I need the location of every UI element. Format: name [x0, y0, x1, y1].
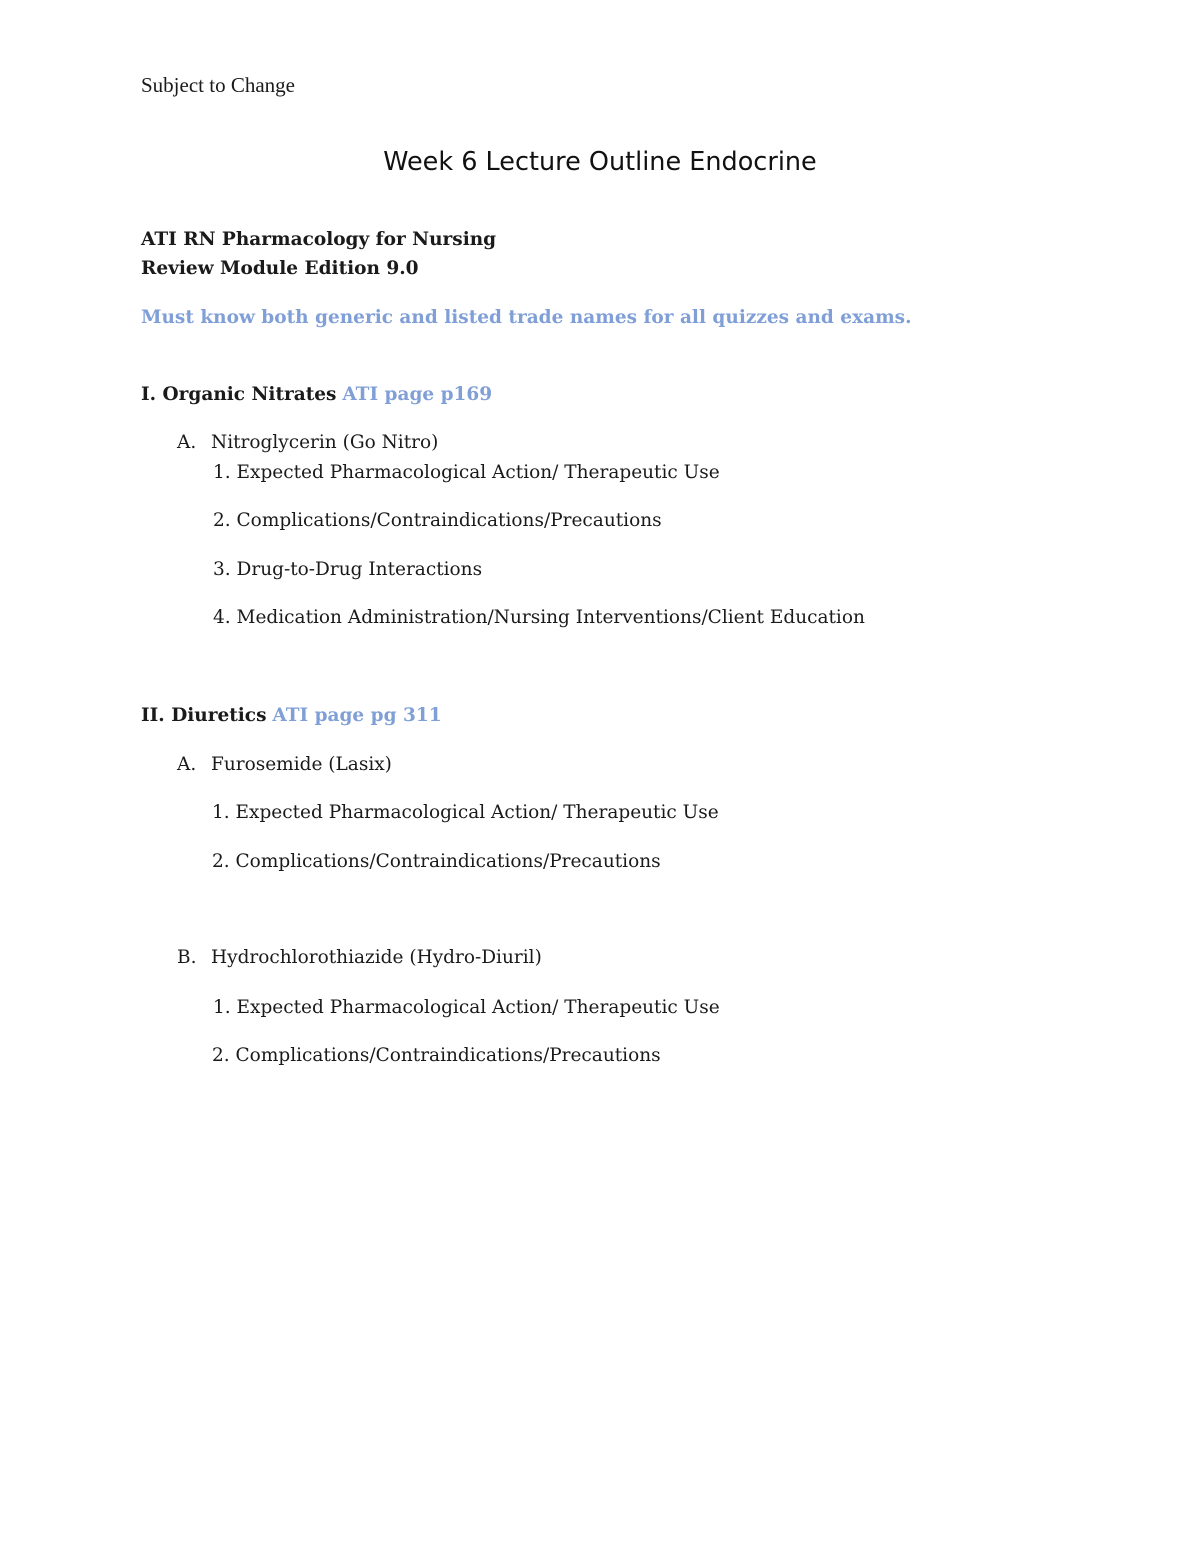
- drug-name: Furosemide (Lasix): [211, 754, 392, 775]
- outline-item: 1. Expected Pharmacological Action/ Therapeutic Use: [213, 997, 720, 1018]
- notice-text: Must know both generic and listed trade names for all quizzes and exams.: [141, 307, 912, 328]
- drug-entry: [177, 946, 542, 970]
- outline-item: 1. Expected Pharmacological Action/ Therapeutic Use: [212, 802, 719, 823]
- drug-entry: [177, 431, 438, 455]
- outline-item: 3. Drug-to-Drug Interactions: [213, 559, 483, 580]
- section-title: I. Organic Nitrates: [141, 384, 337, 405]
- drug-marker: A.: [177, 754, 197, 775]
- drug-name: Hydrochlorothiazide (Hydro-Diuril): [211, 947, 542, 968]
- header-note: Subject to Change: [141, 73, 295, 97]
- outline-item: 2. Complications/Contraindications/Precautions: [212, 1045, 661, 1066]
- section-page-ref: ATI page pg 311: [272, 705, 442, 726]
- outline-item: 1. Expected Pharmacological Action/ Therapeutic Use: [213, 462, 720, 483]
- reference-line-1: ATI RN Pharmacology for Nursing: [141, 229, 497, 250]
- section-heading: [141, 704, 442, 728]
- reference-line-2: Review Module Edition 9.0: [141, 258, 419, 279]
- outline-item: 2. Complications/Contraindications/Precautions: [212, 851, 661, 872]
- drug-entry: [177, 753, 392, 777]
- drug-marker: B.: [177, 947, 197, 968]
- section-heading: [141, 383, 492, 407]
- drug-marker: A.: [177, 432, 197, 453]
- outline-item: 4. Medication Administration/Nursing Interventions/Client Education: [213, 607, 865, 628]
- section-page-ref: ATI page p169: [342, 384, 493, 405]
- drug-name: Nitroglycerin (Go Nitro): [211, 432, 439, 453]
- document-title: Week 6 Lecture Outline Endocrine: [383, 147, 817, 177]
- outline-item: 2. Complications/Contraindications/Precautions: [213, 510, 662, 531]
- section-title: II. Diuretics: [141, 705, 267, 726]
